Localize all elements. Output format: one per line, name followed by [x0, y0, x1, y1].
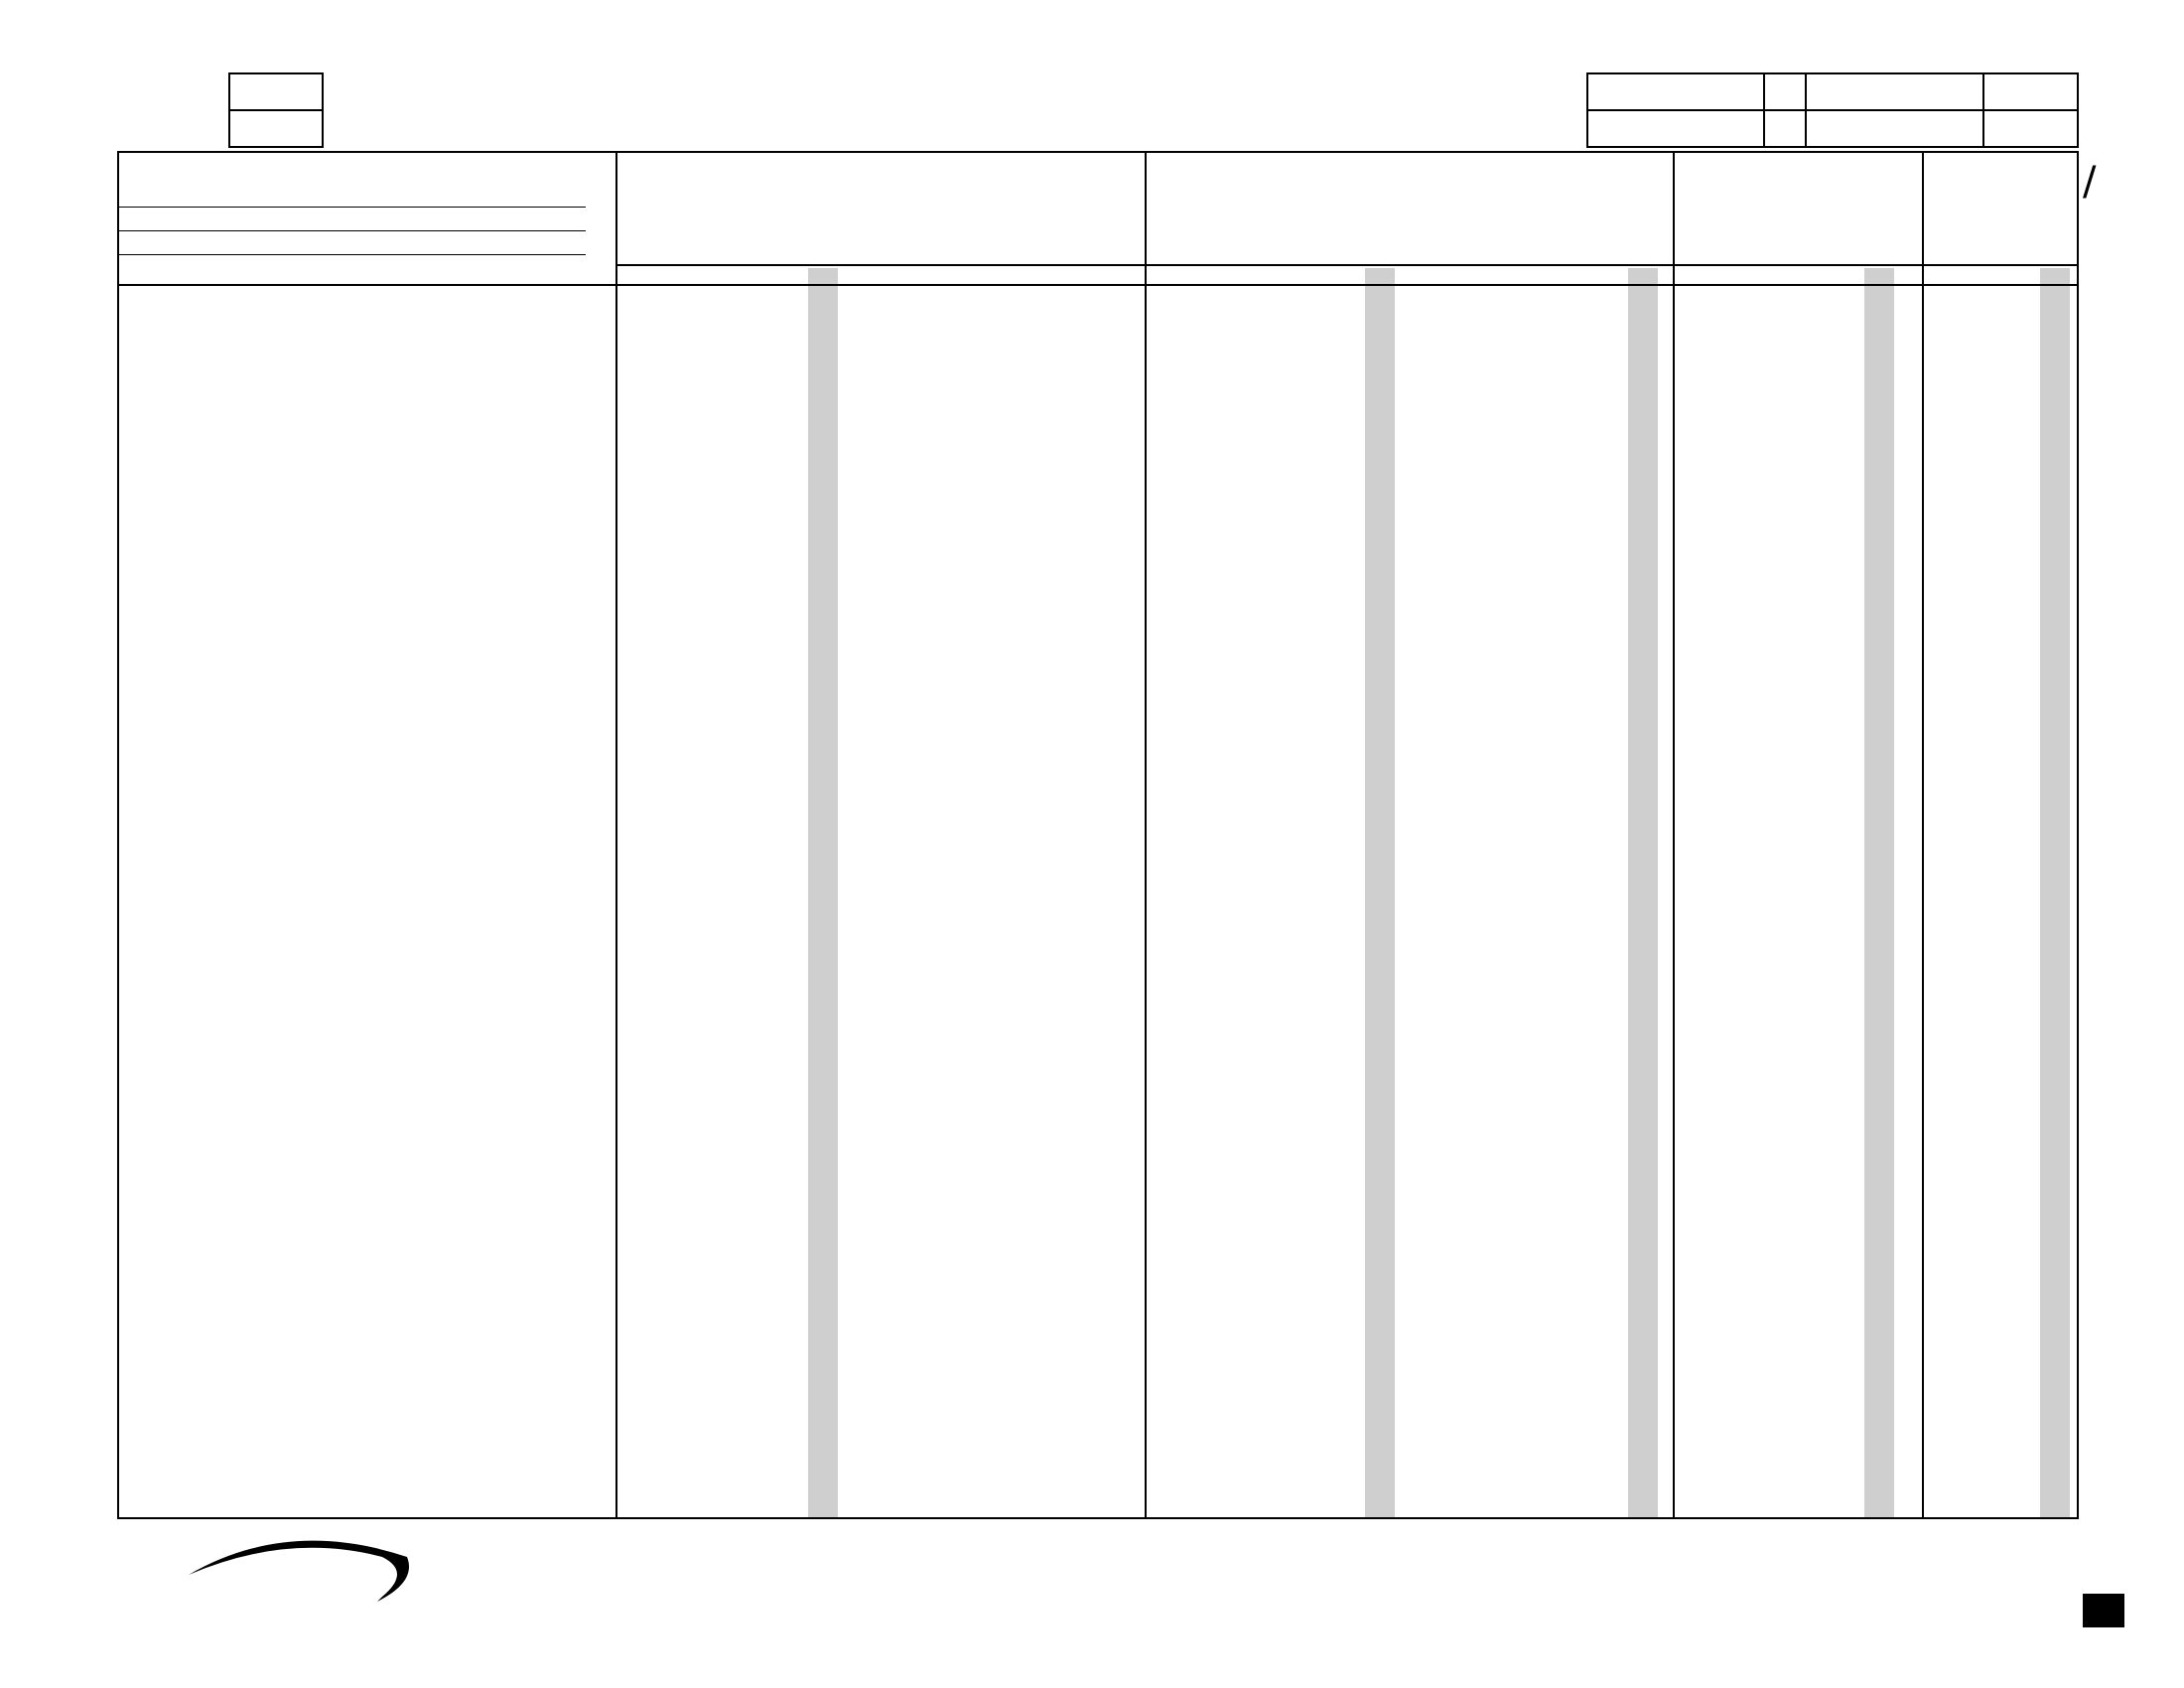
other-header [1675, 174, 1922, 210]
slash-mark: / [2083, 159, 2097, 205]
register-table [117, 151, 2079, 1519]
deductions-header [1147, 174, 1673, 210]
pr-badge [2083, 1594, 2124, 1627]
check-net-header [1924, 169, 2079, 216]
hours-earnings-header [617, 174, 1145, 210]
jetpay-logo [169, 1527, 417, 1626]
